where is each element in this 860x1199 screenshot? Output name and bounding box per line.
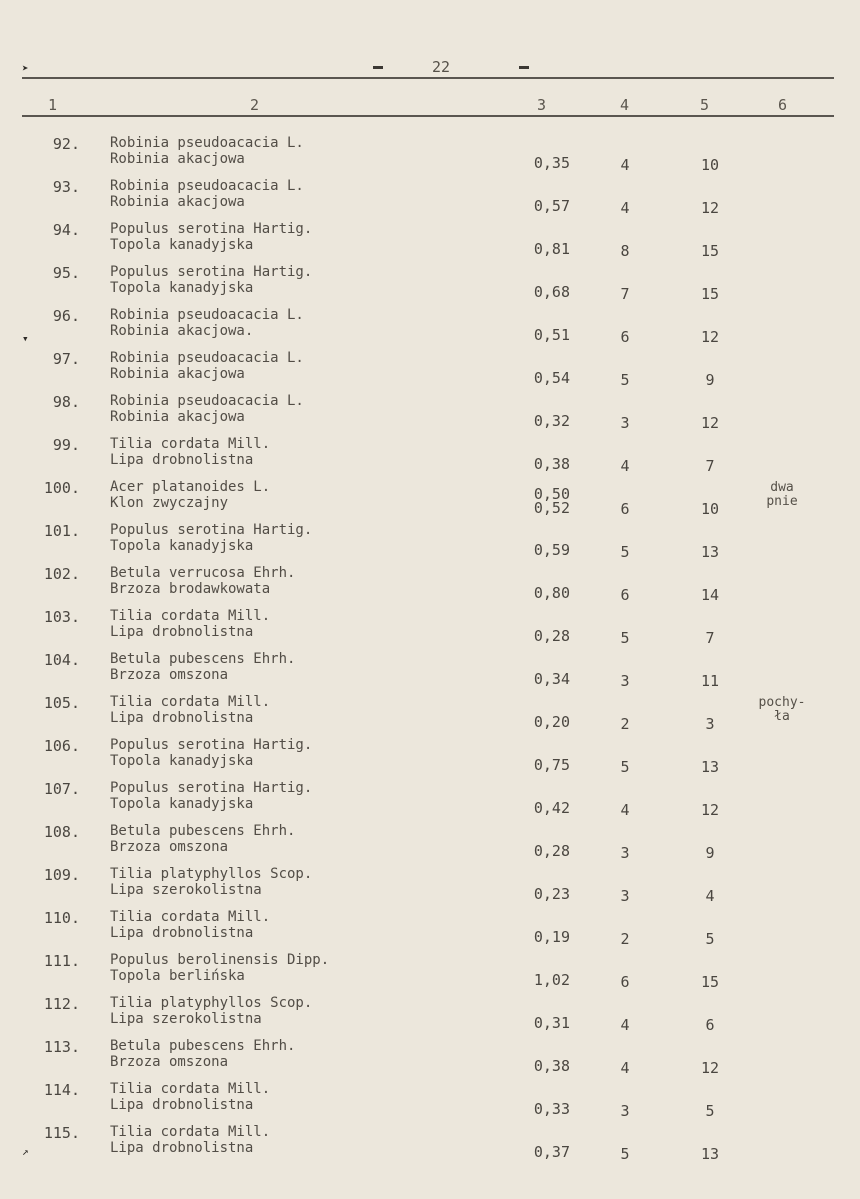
remark-col-6: dwa pnie — [766, 480, 798, 509]
value-col-5: 15 — [700, 242, 720, 260]
table-row — [0, 221, 860, 264]
row-number: 98. — [52, 393, 80, 411]
row-number: 101. — [43, 522, 80, 540]
column-header-4: 4 — [620, 96, 630, 114]
value-col-4: 3 — [620, 887, 630, 905]
species-polish-name: Lipa drobnolistna — [110, 1140, 254, 1156]
species-name — [110, 350, 304, 382]
row-number: 102. — [43, 565, 80, 583]
value-col-5: 7 — [705, 629, 715, 647]
value-col-5: 12 — [700, 414, 720, 432]
table-row — [0, 651, 860, 694]
species-polish-name: Robinia akacjowa. — [110, 323, 254, 339]
species-name — [110, 952, 329, 984]
species-polish-name: Robinia akacjowa — [110, 151, 245, 167]
species-polish-name: Lipa szerokolistna — [110, 882, 262, 898]
table-row — [0, 1038, 860, 1081]
value-col-4: 6 — [620, 586, 630, 604]
value-col-4: 5 — [620, 371, 630, 389]
species-polish-name: Klon zwyczajny — [110, 495, 229, 511]
species-name — [110, 608, 270, 640]
value-col-3: 0,37 — [533, 1143, 570, 1161]
value-col-3: 0,33 — [533, 1100, 570, 1118]
table-row — [0, 264, 860, 307]
value-col-3: 0,28 — [533, 842, 570, 860]
row-number: 106. — [43, 737, 80, 755]
table-row — [0, 608, 860, 651]
value-col-5: 9 — [705, 844, 715, 862]
species-polish-name: Lipa szerokolistna — [110, 1011, 262, 1027]
table-row — [0, 737, 860, 780]
table-row — [0, 952, 860, 995]
species-latin-name: Tilia platyphyllos Scop. — [110, 866, 313, 882]
value-col-4: 6 — [620, 328, 630, 346]
species-latin-name: Populus serotina Hartig. — [110, 264, 313, 280]
species-latin-name: Populus serotina Hartig. — [110, 780, 313, 796]
species-polish-name: Brzoza brodawkowata — [110, 581, 271, 597]
row-number: 111. — [43, 952, 80, 970]
value-col-5: 12 — [700, 1059, 720, 1077]
species-name — [110, 479, 270, 511]
table-row — [0, 995, 860, 1038]
row-number: 95. — [52, 264, 80, 282]
value-col-4: 4 — [620, 199, 630, 217]
species-latin-name: Tilia cordata Mill. — [110, 909, 271, 925]
value-col-5: 3 — [705, 715, 715, 733]
species-name — [110, 1081, 270, 1113]
value-col-3: 0,35 — [533, 154, 570, 172]
species-polish-name: Lipa drobnolistna — [110, 452, 254, 468]
species-polish-name: Lipa drobnolistna — [110, 925, 254, 941]
value-col-4: 5 — [620, 629, 630, 647]
value-col-4: 3 — [620, 1102, 630, 1120]
species-name — [110, 737, 312, 769]
value-col-3: 1,02 — [533, 971, 570, 989]
species-latin-name: Betula verrucosa Ehrh. — [110, 565, 296, 581]
species-latin-name: Populus serotina Hartig. — [110, 221, 313, 237]
species-name — [110, 866, 312, 898]
species-polish-name: Robinia akacjowa — [110, 366, 245, 382]
column-header-2: 2 — [250, 96, 260, 114]
species-latin-name: Acer platanoides L. — [110, 479, 271, 495]
value-col-4: 4 — [620, 801, 630, 819]
row-number: 93. — [52, 178, 80, 196]
species-polish-name: Topola berlińska — [110, 968, 245, 984]
value-col-5: 10 — [700, 156, 720, 174]
species-latin-name: Robinia pseudoacacia L. — [110, 307, 304, 323]
species-name — [110, 135, 304, 167]
value-col-3: 0,80 — [533, 584, 570, 602]
table-row — [0, 1124, 860, 1167]
value-col-5: 11 — [700, 672, 720, 690]
value-col-3: 0,57 — [533, 197, 570, 215]
row-number: 110. — [43, 909, 80, 927]
species-name — [110, 909, 270, 941]
value-col-4: 3 — [620, 844, 630, 862]
value-col-4: 4 — [620, 156, 630, 174]
value-col-4: 5 — [620, 543, 630, 561]
margin-tick-mark-bottom: ↗ — [22, 1145, 29, 1158]
species-name — [110, 436, 270, 468]
value-col-5: 7 — [705, 457, 715, 475]
value-col-4: 5 — [620, 758, 630, 776]
table-row — [0, 350, 860, 393]
header-top-rule — [22, 77, 834, 79]
value-col-3: 0,50 0,52 — [533, 485, 570, 517]
table-row — [0, 436, 860, 479]
column-header-6: 6 — [778, 96, 788, 114]
table-row — [0, 694, 860, 737]
species-name — [110, 823, 295, 855]
table-row — [0, 307, 860, 350]
row-number: 99. — [52, 436, 80, 454]
value-col-4: 3 — [620, 672, 630, 690]
value-col-3: 0,19 — [533, 928, 570, 946]
value-col-5: 4 — [705, 887, 715, 905]
value-col-5: 12 — [700, 199, 720, 217]
table-row — [0, 823, 860, 866]
species-name — [110, 694, 270, 726]
species-latin-name: Robinia pseudoacacia L. — [110, 393, 304, 409]
species-polish-name: Lipa drobnolistna — [110, 1097, 254, 1113]
page-number-dash-right — [519, 66, 529, 69]
row-number: 104. — [43, 651, 80, 669]
column-header-1: 1 — [48, 96, 58, 114]
value-col-5: 15 — [700, 285, 720, 303]
species-latin-name: Populus serotina Hartig. — [110, 522, 313, 538]
value-col-3: 0,51 — [533, 326, 570, 344]
value-col-3: 0,32 — [533, 412, 570, 430]
table-row — [0, 135, 860, 178]
species-name — [110, 264, 312, 296]
table-row — [0, 780, 860, 823]
table-row — [0, 909, 860, 952]
row-number: 97. — [52, 350, 80, 368]
species-name — [110, 178, 304, 210]
row-number: 114. — [43, 1081, 80, 1099]
value-col-4: 8 — [620, 242, 630, 260]
value-col-3: 0,23 — [533, 885, 570, 903]
value-col-4: 4 — [620, 457, 630, 475]
value-col-4: 2 — [620, 715, 630, 733]
row-number: 94. — [52, 221, 80, 239]
value-col-4: 7 — [620, 285, 630, 303]
value-col-3: 0,59 — [533, 541, 570, 559]
margin-tick-mark: ▾ — [22, 332, 29, 345]
value-col-5: 9 — [705, 371, 715, 389]
species-latin-name: Tilia cordata Mill. — [110, 436, 271, 452]
table-row — [0, 479, 860, 522]
value-col-4: 6 — [620, 500, 630, 518]
table-row — [0, 522, 860, 565]
value-col-4: 2 — [620, 930, 630, 948]
table-row — [0, 565, 860, 608]
value-col-3: 0,20 — [533, 713, 570, 731]
value-col-4: 6 — [620, 973, 630, 991]
species-latin-name: Tilia platyphyllos Scop. — [110, 995, 313, 1011]
species-latin-name: Tilia cordata Mill. — [110, 1124, 271, 1140]
species-name — [110, 1038, 295, 1070]
species-latin-name: Betula pubescens Ehrh. — [110, 823, 296, 839]
value-col-5: 12 — [700, 801, 720, 819]
species-name — [110, 393, 304, 425]
species-polish-name: Topola kanadyjska — [110, 796, 254, 812]
species-polish-name: Topola kanadyjska — [110, 280, 254, 296]
species-polish-name: Topola kanadyjska — [110, 753, 254, 769]
species-latin-name: Tilia cordata Mill. — [110, 1081, 271, 1097]
species-polish-name: Brzoza omszona — [110, 667, 229, 683]
value-col-4: 3 — [620, 414, 630, 432]
value-col-5: 12 — [700, 328, 720, 346]
species-latin-name: Populus serotina Hartig. — [110, 737, 313, 753]
row-number: 108. — [43, 823, 80, 841]
species-polish-name: Brzoza omszona — [110, 839, 229, 855]
species-polish-name: Lipa drobnolistna — [110, 710, 254, 726]
remark-col-6: pochy- ła — [758, 695, 806, 724]
species-name — [110, 565, 295, 597]
value-col-3: 0,38 — [533, 1057, 570, 1075]
row-number: 103. — [43, 608, 80, 626]
species-polish-name: Lipa drobnolistna — [110, 624, 254, 640]
row-number: 105. — [43, 694, 80, 712]
value-col-3: 0,34 — [533, 670, 570, 688]
species-latin-name: Robinia pseudoacacia L. — [110, 178, 304, 194]
value-col-5: 14 — [700, 586, 720, 604]
column-header-5: 5 — [700, 96, 710, 114]
species-name — [110, 651, 295, 683]
row-number: 107. — [43, 780, 80, 798]
header-bottom-rule — [22, 115, 834, 117]
species-polish-name: Topola kanadyjska — [110, 237, 254, 253]
table-row — [0, 178, 860, 221]
species-latin-name: Tilia cordata Mill. — [110, 694, 271, 710]
value-col-5: 6 — [705, 1016, 715, 1034]
value-col-4: 5 — [620, 1145, 630, 1163]
table-row — [0, 1081, 860, 1124]
species-latin-name: Betula pubescens Ehrh. — [110, 651, 296, 667]
species-name — [110, 221, 312, 253]
species-latin-name: Robinia pseudoacacia L. — [110, 350, 304, 366]
species-name — [110, 307, 304, 339]
row-number: 113. — [43, 1038, 80, 1056]
page-number-dash-left — [373, 66, 383, 69]
species-latin-name: Betula pubescens Ehrh. — [110, 1038, 296, 1054]
value-col-5: 15 — [700, 973, 720, 991]
species-polish-name: Robinia akacjowa — [110, 194, 245, 210]
value-col-3: 0,68 — [533, 283, 570, 301]
value-col-3: 0,54 — [533, 369, 570, 387]
species-latin-name: Robinia pseudoacacia L. — [110, 135, 304, 151]
page-number: 22 — [432, 58, 451, 76]
value-col-3: 0,75 — [533, 756, 570, 774]
species-polish-name: Topola kanadyjska — [110, 538, 254, 554]
table-row — [0, 866, 860, 909]
species-latin-name: Tilia cordata Mill. — [110, 608, 271, 624]
value-col-4: 4 — [620, 1016, 630, 1034]
species-name — [110, 522, 312, 554]
row-number: 96. — [52, 307, 80, 325]
row-number: 92. — [52, 135, 80, 153]
value-col-3: 0,38 — [533, 455, 570, 473]
table-row — [0, 393, 860, 436]
species-polish-name: Brzoza omszona — [110, 1054, 229, 1070]
species-name — [110, 780, 312, 812]
species-name — [110, 1124, 270, 1156]
species-latin-name: Populus berolinensis Dipp. — [110, 952, 330, 968]
value-col-3: 0,42 — [533, 799, 570, 817]
value-col-5: 5 — [705, 930, 715, 948]
tree-table-body — [0, 135, 860, 1167]
value-col-5: 13 — [700, 543, 720, 561]
row-number: 115. — [43, 1124, 80, 1142]
value-col-3: 0,31 — [533, 1014, 570, 1032]
row-number: 100. — [43, 479, 80, 497]
column-header-3: 3 — [537, 96, 547, 114]
value-col-5: 13 — [700, 758, 720, 776]
row-number: 112. — [43, 995, 80, 1013]
value-col-3: 0,81 — [533, 240, 570, 258]
margin-arrow-mark: ➤ — [22, 62, 29, 75]
species-name — [110, 995, 312, 1027]
value-col-5: 5 — [705, 1102, 715, 1120]
value-col-4: 4 — [620, 1059, 630, 1077]
row-number: 109. — [43, 866, 80, 884]
value-col-3: 0,28 — [533, 627, 570, 645]
species-polish-name: Robinia akacjowa — [110, 409, 245, 425]
value-col-5: 10 — [700, 500, 720, 518]
value-col-5: 13 — [700, 1145, 720, 1163]
